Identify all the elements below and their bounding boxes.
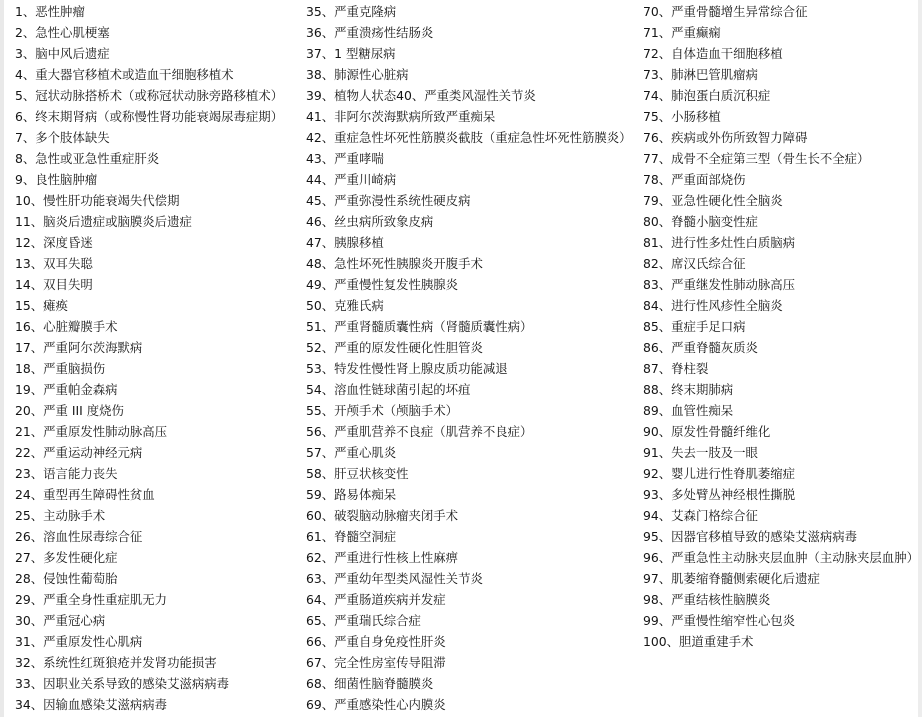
list-item: 82、席汉氏综合征 bbox=[643, 256, 746, 271]
list-item: 75、小肠移植 bbox=[643, 109, 721, 124]
list-item: 74、肺泡蛋白质沉积症 bbox=[643, 88, 771, 103]
list-item: 2、急性心肌梗塞 bbox=[15, 25, 110, 40]
list-item: 3、脑中风后遗症 bbox=[15, 46, 110, 61]
list-item: 34、因输血感染艾滋病病毒 bbox=[15, 697, 168, 712]
list-item: 68、细菌性脑脊髓膜炎 bbox=[306, 676, 434, 691]
list-item: 51、严重肾髓质囊性病（肾髓质囊性病） bbox=[306, 319, 533, 334]
list-item: 26、溶血性尿毒综合征 bbox=[15, 529, 143, 544]
list-item: 16、心脏瓣膜手术 bbox=[15, 319, 118, 334]
list-item: 30、严重冠心病 bbox=[15, 613, 106, 628]
list-item: 76、疾病或外伤所致智力障碍 bbox=[643, 130, 808, 145]
list-item: 17、严重阿尔茨海默病 bbox=[15, 340, 143, 355]
list-item: 65、严重瑞氏综合症 bbox=[306, 613, 421, 628]
list-item: 20、严重 III 度烧伤 bbox=[15, 403, 124, 418]
list-item: 10、慢性肝功能衰竭失代偿期 bbox=[15, 193, 180, 208]
list-item: 52、严重的原发性硬化性胆管炎 bbox=[306, 340, 483, 355]
list-item: 60、破裂脑动脉瘤夹闭手术 bbox=[306, 508, 459, 523]
list-item: 25、主动脉手术 bbox=[15, 508, 106, 523]
disease-column-3 bbox=[643, 1, 921, 652]
list-item: 87、脊柱裂 bbox=[643, 361, 709, 376]
list-item: 93、多处臂丛神经根性撕脱 bbox=[643, 487, 796, 502]
list-item: 62、严重进行性核上性麻痹 bbox=[306, 550, 459, 565]
list-item: 43、严重哮喘 bbox=[306, 151, 384, 166]
list-item: 89、血管性痴呆 bbox=[643, 403, 734, 418]
list-item: 69、严重感染性心内膜炎 bbox=[306, 697, 446, 712]
list-item: 27、多发性硬化症 bbox=[15, 550, 118, 565]
list-item: 33、因职业关系导致的感染艾滋病病毒 bbox=[15, 676, 230, 691]
list-item: 8、急性或亚急性重症肝炎 bbox=[15, 151, 160, 166]
list-item: 67、完全性房室传导阻滞 bbox=[306, 655, 446, 670]
list-item: 90、原发性骨髓纤维化 bbox=[643, 424, 771, 439]
list-item: 95、因器官移植导致的感染艾滋病病毒 bbox=[643, 529, 858, 544]
list-item: 46、丝虫病所致象皮病 bbox=[306, 214, 434, 229]
list-item: 1、恶性肿瘤 bbox=[15, 4, 85, 19]
list-item: 29、严重全身性重症肌无力 bbox=[15, 592, 168, 607]
list-item: 41、非阿尔茨海默病所致严重痴呆 bbox=[306, 109, 496, 124]
list-item: 71、严重癫痫 bbox=[643, 25, 721, 40]
disease-column-2 bbox=[306, 1, 640, 715]
list-item: 94、艾森门格综合征 bbox=[643, 508, 758, 523]
list-item: 13、双耳失聪 bbox=[15, 256, 93, 271]
list-item: 59、路易体痴呆 bbox=[306, 487, 397, 502]
list-item: 56、严重肌营养不良症（肌营养不良症） bbox=[306, 424, 533, 439]
list-item: 24、重型再生障碍性贫血 bbox=[15, 487, 155, 502]
list-item: 44、严重川崎病 bbox=[306, 172, 397, 187]
list-item: 79、亚急性硬化性全脑炎 bbox=[643, 193, 783, 208]
list-item: 35、严重克隆病 bbox=[306, 4, 397, 19]
list-item: 28、侵蚀性葡萄胎 bbox=[15, 571, 118, 586]
list-item: 36、严重溃疡性结肠炎 bbox=[306, 25, 434, 40]
list-item: 55、开颅手术（颅脑手术） bbox=[306, 403, 459, 418]
list-item: 21、严重原发性肺动脉高压 bbox=[15, 424, 168, 439]
left-edge-bar bbox=[0, 0, 4, 717]
list-item: 88、终末期肺病 bbox=[643, 382, 734, 397]
list-item: 98、严重结核性脑膜炎 bbox=[643, 592, 771, 607]
list-item: 86、严重脊髓灰质炎 bbox=[643, 340, 758, 355]
list-item: 83、严重继发性肺动脉高压 bbox=[643, 277, 796, 292]
list-item: 22、严重运动神经元病 bbox=[15, 445, 143, 460]
list-item: 45、严重弥漫性系统性硬皮病 bbox=[306, 193, 471, 208]
list-item: 32、系统性红斑狼疮并发肾功能损害 bbox=[15, 655, 217, 670]
list-item: 23、语言能力丧失 bbox=[15, 466, 118, 481]
list-item: 12、深度昏迷 bbox=[15, 235, 93, 250]
list-item: 63、严重幼年型类风湿性关节炎 bbox=[306, 571, 483, 586]
list-item: 96、严重急性主动脉夹层血肿（主动脉夹层血肿） bbox=[643, 550, 919, 565]
list-item: 91、失去一肢及一眼 bbox=[643, 445, 758, 460]
list-item: 85、重症手足口病 bbox=[643, 319, 746, 334]
list-item: 80、脊髓小脑变性症 bbox=[643, 214, 758, 229]
list-item: 39、植物人状态40、严重类风湿性关节炎 bbox=[306, 88, 536, 103]
list-item: 47、胰腺移植 bbox=[306, 235, 384, 250]
list-item: 84、进行性风疹性全脑炎 bbox=[643, 298, 783, 313]
list-item: 11、脑炎后遗症或脑膜炎后遗症 bbox=[15, 214, 192, 229]
list-item: 50、克雅氏病 bbox=[306, 298, 384, 313]
list-item: 31、严重原发性心肌病 bbox=[15, 634, 143, 649]
list-item: 9、良性脑肿瘤 bbox=[15, 172, 98, 187]
list-item: 14、双目失明 bbox=[15, 277, 93, 292]
list-item: 5、冠状动脉搭桥术（或称冠状动脉旁路移植术） bbox=[15, 88, 284, 103]
list-item: 6、终末期肾病（或称慢性肾功能衰竭尿毒症期） bbox=[15, 109, 284, 124]
list-item: 4、重大器官移植术或造血干细胞移植术 bbox=[15, 67, 234, 82]
list-item: 48、急性坏死性胰腺炎开腹手术 bbox=[306, 256, 483, 271]
list-item: 37、1 型糖尿病 bbox=[306, 46, 396, 61]
list-item: 54、溶血性链球菌引起的坏疽 bbox=[306, 382, 471, 397]
list-item: 49、严重慢性复发性胰腺炎 bbox=[306, 277, 459, 292]
list-item: 92、婴儿进行性脊肌萎缩症 bbox=[643, 466, 796, 481]
list-item: 81、进行性多灶性白质脑病 bbox=[643, 235, 796, 250]
list-item: 19、严重帕金森病 bbox=[15, 382, 118, 397]
list-item: 78、严重面部烧伤 bbox=[643, 172, 746, 187]
list-item: 73、肺淋巴管肌瘤病 bbox=[643, 67, 758, 82]
list-item: 38、肺源性心脏病 bbox=[306, 67, 409, 82]
list-item: 70、严重骨髓增生异常综合征 bbox=[643, 4, 808, 19]
list-item: 15、瘫痪 bbox=[15, 298, 68, 313]
list-item: 100、胆道重建手术 bbox=[643, 634, 754, 649]
list-item: 53、特发性慢性肾上腺皮质功能减退 bbox=[306, 361, 508, 376]
list-item: 42、重症急性坏死性筋膜炎截肢（重症急性坏死性筋膜炎） bbox=[306, 130, 632, 145]
list-item: 18、严重脑损伤 bbox=[15, 361, 106, 376]
list-item: 97、肌萎缩脊髓侧索硬化后遗症 bbox=[643, 571, 820, 586]
list-item: 58、肝豆状核变性 bbox=[306, 466, 409, 481]
list-item: 72、自体造血干细胞移植 bbox=[643, 46, 783, 61]
list-item: 7、多个肢体缺失 bbox=[15, 130, 110, 145]
disease-column-1 bbox=[15, 1, 305, 715]
list-item: 61、脊髓空洞症 bbox=[306, 529, 397, 544]
list-item: 77、成骨不全症第三型（骨生长不全症） bbox=[643, 151, 870, 166]
list-item: 66、严重自身免疫性肝炎 bbox=[306, 634, 446, 649]
list-item: 57、严重心肌炎 bbox=[306, 445, 397, 460]
list-item: 99、严重慢性缩窄性心包炎 bbox=[643, 613, 796, 628]
list-item: 64、严重肠道疾病并发症 bbox=[306, 592, 446, 607]
